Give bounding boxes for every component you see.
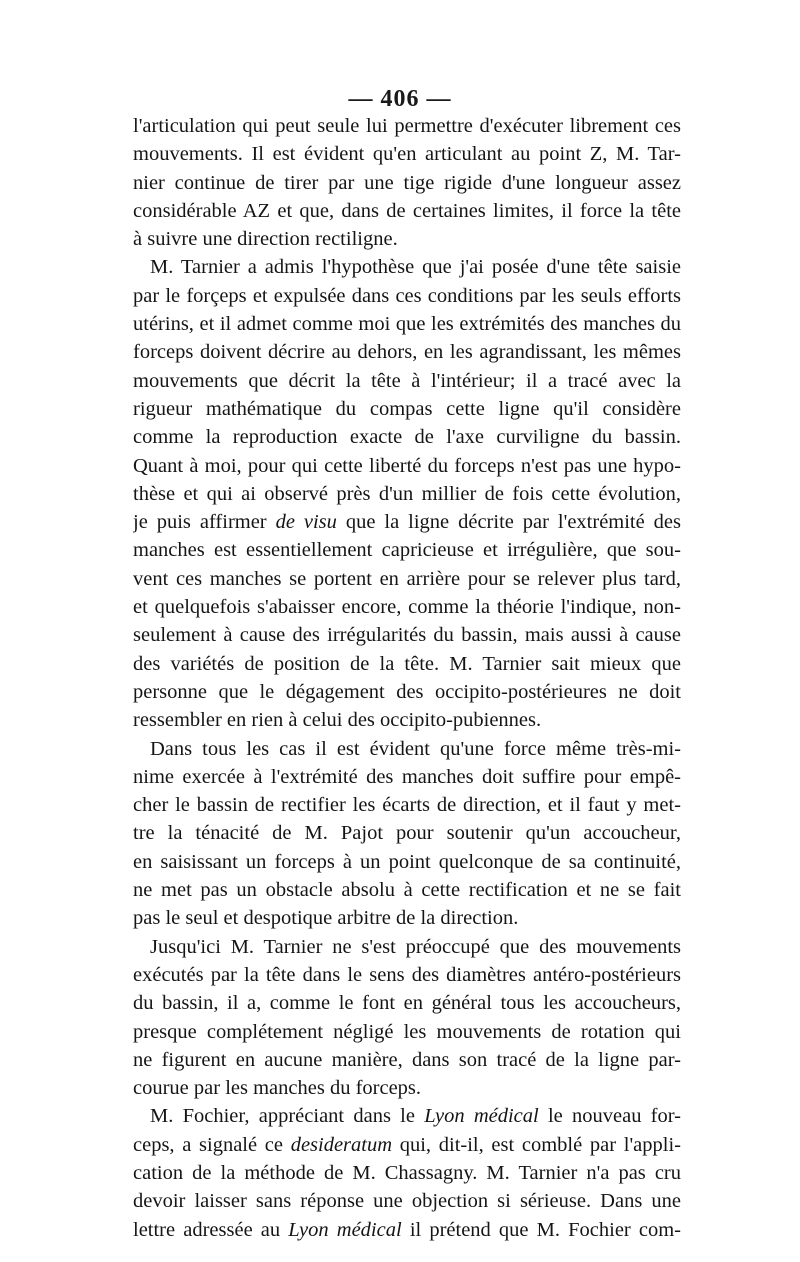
text-line: considérable AZ et que, dans de certaines limites, il force la tête — [133, 199, 681, 222]
italic-span: de visu — [275, 511, 337, 534]
text-line: et quelquefois s'abaisser encore, comme la théorie l'indique, non- — [133, 596, 681, 619]
text-line: personne que le dégagement des occipito-postérieures ne doit — [133, 680, 681, 703]
text-line: du bassin, il a, comme le font en général tous les accoucheurs, — [133, 992, 681, 1015]
text-line: Dans tous les cas il est évident qu'une force même très-mi- — [150, 737, 681, 760]
text-line: seulement à cause des irrégularités du bassin, mais aussi à cause — [133, 624, 681, 647]
text-line: comme la reproduction exacte de l'axe curviligne du bassin. — [133, 426, 681, 449]
italic-span: desideratum — [290, 1133, 393, 1156]
text-line: Quant à moi, pour qui cette liberté du forceps n'est pas une hypo- — [133, 454, 681, 477]
text-line — [133, 1216, 681, 1244]
text-span: le nouveau for- — [538, 1105, 681, 1128]
text-line: cher le bassin de rectifier les écarts de direction, et il faut y met- — [133, 794, 681, 817]
text-line: vent ces manches se portent en arrière pour se relever plus tard, — [133, 567, 681, 590]
text-span: je puis affirmer — [133, 511, 276, 534]
text-line: à suivre une direction rectiligne. — [133, 228, 398, 251]
text-line: par le forçeps et expulsée dans ces conditions par les seuls efforts — [133, 284, 681, 307]
text-line: rigueur mathématique du compas cette ligne qu'il considère — [133, 397, 681, 420]
body-text — [133, 112, 681, 1244]
text-span: ceps, a signalé ce — [133, 1133, 291, 1156]
text-line — [133, 1131, 681, 1159]
text-line: devoir laisser sans réponse une objection si sérieuse. Dans une — [133, 1190, 681, 1213]
text-line: ne figurent en aucune manière, dans son tracé de la ligne par- — [133, 1048, 681, 1071]
text-line: cation de la méthode de M. Chassagny. M. Tarnier n'a pas cru — [133, 1161, 681, 1184]
text-span: qui, dit-il, est comblé par l'appli- — [392, 1133, 681, 1156]
text-span: que la ligne décrite par l'extrémité des — [336, 511, 681, 534]
text-line: exécutés par la tête dans le sens des diamètres antéro-postérieurs — [133, 963, 681, 986]
page-number: — 406 — — [348, 86, 452, 112]
text-line: forceps doivent décrire au dehors, en les agrandissant, les mêmes — [133, 341, 681, 364]
text-line: mouvements. Il est évident qu'en articulant au point Z, M. Tar- — [133, 143, 681, 166]
text-span: lettre adressée au — [133, 1218, 289, 1241]
italic-span: Lyon médical — [288, 1218, 402, 1241]
text-span: il prétend que M. Fochier com- — [401, 1218, 681, 1241]
text-line: thèse et qui ai observé près d'un millier de fois cette évolution, — [133, 482, 681, 505]
text-line: des variétés de position de la tête. M. Tarnier sait mieux que — [133, 652, 681, 675]
text-line: manches est essentiellement capricieuse et irrégulière, que sou- — [133, 539, 681, 562]
text-line: pas le seul et despotique arbitre de la direction. — [133, 907, 519, 930]
italic-span: Lyon médical — [424, 1105, 539, 1128]
text-span: M. Fochier, appréciant dans le — [150, 1105, 425, 1128]
text-line: en saisissant un forceps à un point quelconque de sa continuité, — [133, 850, 681, 873]
text-line: tre la ténacité de M. Pajot pour soutenir qu'un accoucheur, — [133, 822, 681, 845]
text-line — [133, 1102, 681, 1130]
text-line: ne met pas un obstacle absolu à cette rectification et ne se fait — [133, 879, 681, 902]
text-line — [133, 508, 681, 536]
text-line: presque complétement négligé les mouvements de rotation qui — [133, 1020, 681, 1043]
text-line: mouvements que décrit la tête à l'intérieur; il a tracé avec la — [133, 369, 681, 392]
text-line: nier continue de tirer par une tige rigide d'une longueur assez — [133, 171, 681, 194]
text-line: nime exercée à l'extrémité des manches doit suffire pour empê- — [133, 765, 681, 788]
text-line: courue par les manches du forceps. — [133, 1077, 422, 1100]
text-line: l'articulation qui peut seule lui permettre d'exécuter librement ces — [133, 115, 681, 137]
text-line: Jusqu'ici M. Tarnier ne s'est préoccupé que des mouvements — [150, 935, 681, 958]
text-line: ressembler en rien à celui des occipito-pubiennes. — [133, 709, 542, 732]
text-line: utérins, et il admet comme moi que les extrémités des manches du — [133, 313, 681, 336]
text-line: M. Tarnier a admis l'hypothèse que j'ai posée d'une tête saisie — [150, 256, 681, 279]
